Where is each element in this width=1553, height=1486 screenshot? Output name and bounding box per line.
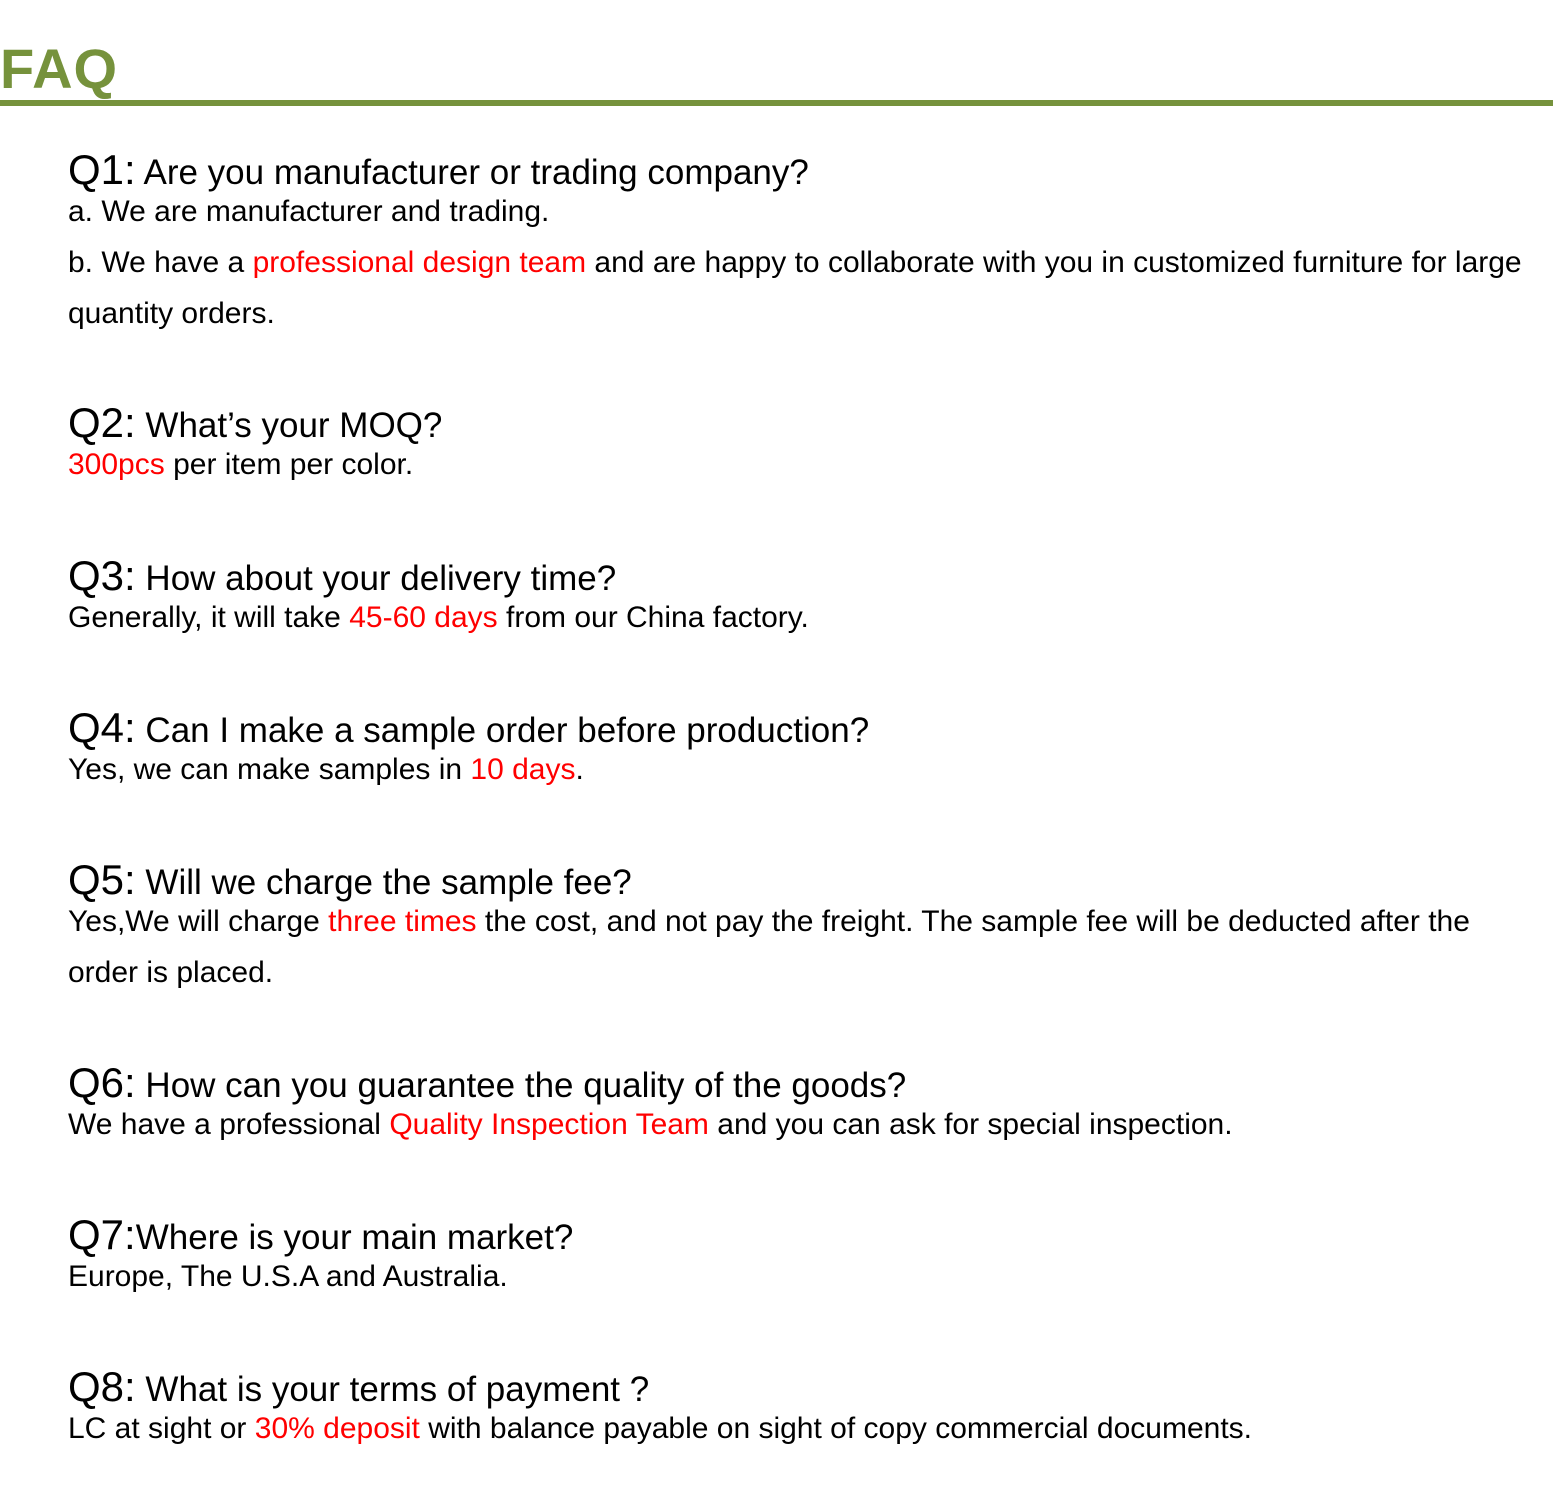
page-title: FAQ bbox=[0, 37, 119, 100]
question-text: Are you manufacturer or trading company? bbox=[135, 153, 809, 192]
question-text: Where is your main market? bbox=[135, 1218, 574, 1257]
highlighted-text: Quality Inspection Team bbox=[389, 1108, 709, 1141]
question-text: How can you guarantee the quality of the goods? bbox=[135, 1066, 907, 1105]
question-text: What’s your MOQ? bbox=[135, 406, 443, 445]
answer bbox=[68, 439, 1528, 490]
highlighted-text: 30% deposit bbox=[254, 1412, 420, 1445]
answer-text: and are happy to collaborate with you in customized furniture for large quantity orders. bbox=[68, 246, 1522, 330]
answer bbox=[68, 237, 1528, 339]
question-label: Q2: bbox=[68, 399, 136, 446]
highlighted-text: 45-60 days bbox=[349, 601, 498, 634]
faq-item-q4 bbox=[68, 706, 1528, 795]
answer bbox=[68, 744, 1528, 795]
highlighted-text: three times bbox=[328, 905, 477, 938]
answer-text: Yes,We will charge bbox=[68, 905, 329, 938]
question-label: Q8: bbox=[68, 1363, 136, 1410]
answer-text: from our China factory. bbox=[497, 601, 809, 634]
answer-text: . bbox=[575, 753, 584, 786]
faq-item-q3 bbox=[68, 554, 1528, 643]
answer bbox=[68, 896, 1528, 998]
answer bbox=[68, 186, 1528, 237]
question-label: Q5: bbox=[68, 856, 136, 903]
answer-text: Yes, we can make samples in bbox=[68, 753, 471, 786]
question-text: Can I make a sample order before production? bbox=[135, 711, 870, 750]
faq-item-q2 bbox=[68, 401, 1528, 490]
highlighted-text: professional design team bbox=[252, 246, 587, 279]
highlighted-text: 10 days bbox=[470, 753, 576, 786]
answer-text: b. We have a bbox=[68, 246, 253, 279]
question-text: What is your terms of payment ? bbox=[135, 1370, 650, 1409]
question-label: Q6: bbox=[68, 1059, 136, 1106]
answer bbox=[68, 1403, 1528, 1454]
answer-text: We have a professional bbox=[68, 1108, 390, 1141]
faq-item-q1 bbox=[68, 148, 1528, 339]
answer-text: the cost, and not pay the freight. The sample fee will be deducted after the order is placed. bbox=[68, 905, 1470, 989]
question-text: Will we charge the sample fee? bbox=[135, 863, 632, 902]
faq-item-q8 bbox=[68, 1365, 1528, 1454]
answer bbox=[68, 1099, 1528, 1150]
highlighted-text: 300pcs bbox=[68, 448, 165, 481]
question-label: Q1: bbox=[68, 146, 136, 193]
answer bbox=[68, 1251, 1528, 1302]
answer-text: Generally, it will take bbox=[68, 601, 350, 634]
faq-item-q7 bbox=[68, 1213, 1528, 1302]
faq-item-q6 bbox=[68, 1061, 1528, 1150]
header-divider bbox=[0, 100, 1553, 106]
answer-text: per item per color. bbox=[164, 448, 414, 481]
question-label: Q7: bbox=[68, 1211, 136, 1258]
answer-text: LC at sight or bbox=[68, 1412, 255, 1445]
answer-text: and you can ask for special inspection. bbox=[708, 1108, 1233, 1141]
answer-text: Europe, The U.S.A and Australia. bbox=[68, 1260, 508, 1293]
question-label: Q3: bbox=[68, 552, 136, 599]
faq-header bbox=[0, 0, 1553, 106]
question-label: Q4: bbox=[68, 704, 136, 751]
question-text: How about your delivery time? bbox=[135, 559, 617, 598]
faq-item-q5 bbox=[68, 858, 1528, 998]
answer-text: a. We are manufacturer and trading. bbox=[68, 195, 550, 228]
answer-text: with balance payable on sight of copy commercial documents. bbox=[419, 1412, 1252, 1445]
answer bbox=[68, 592, 1528, 643]
